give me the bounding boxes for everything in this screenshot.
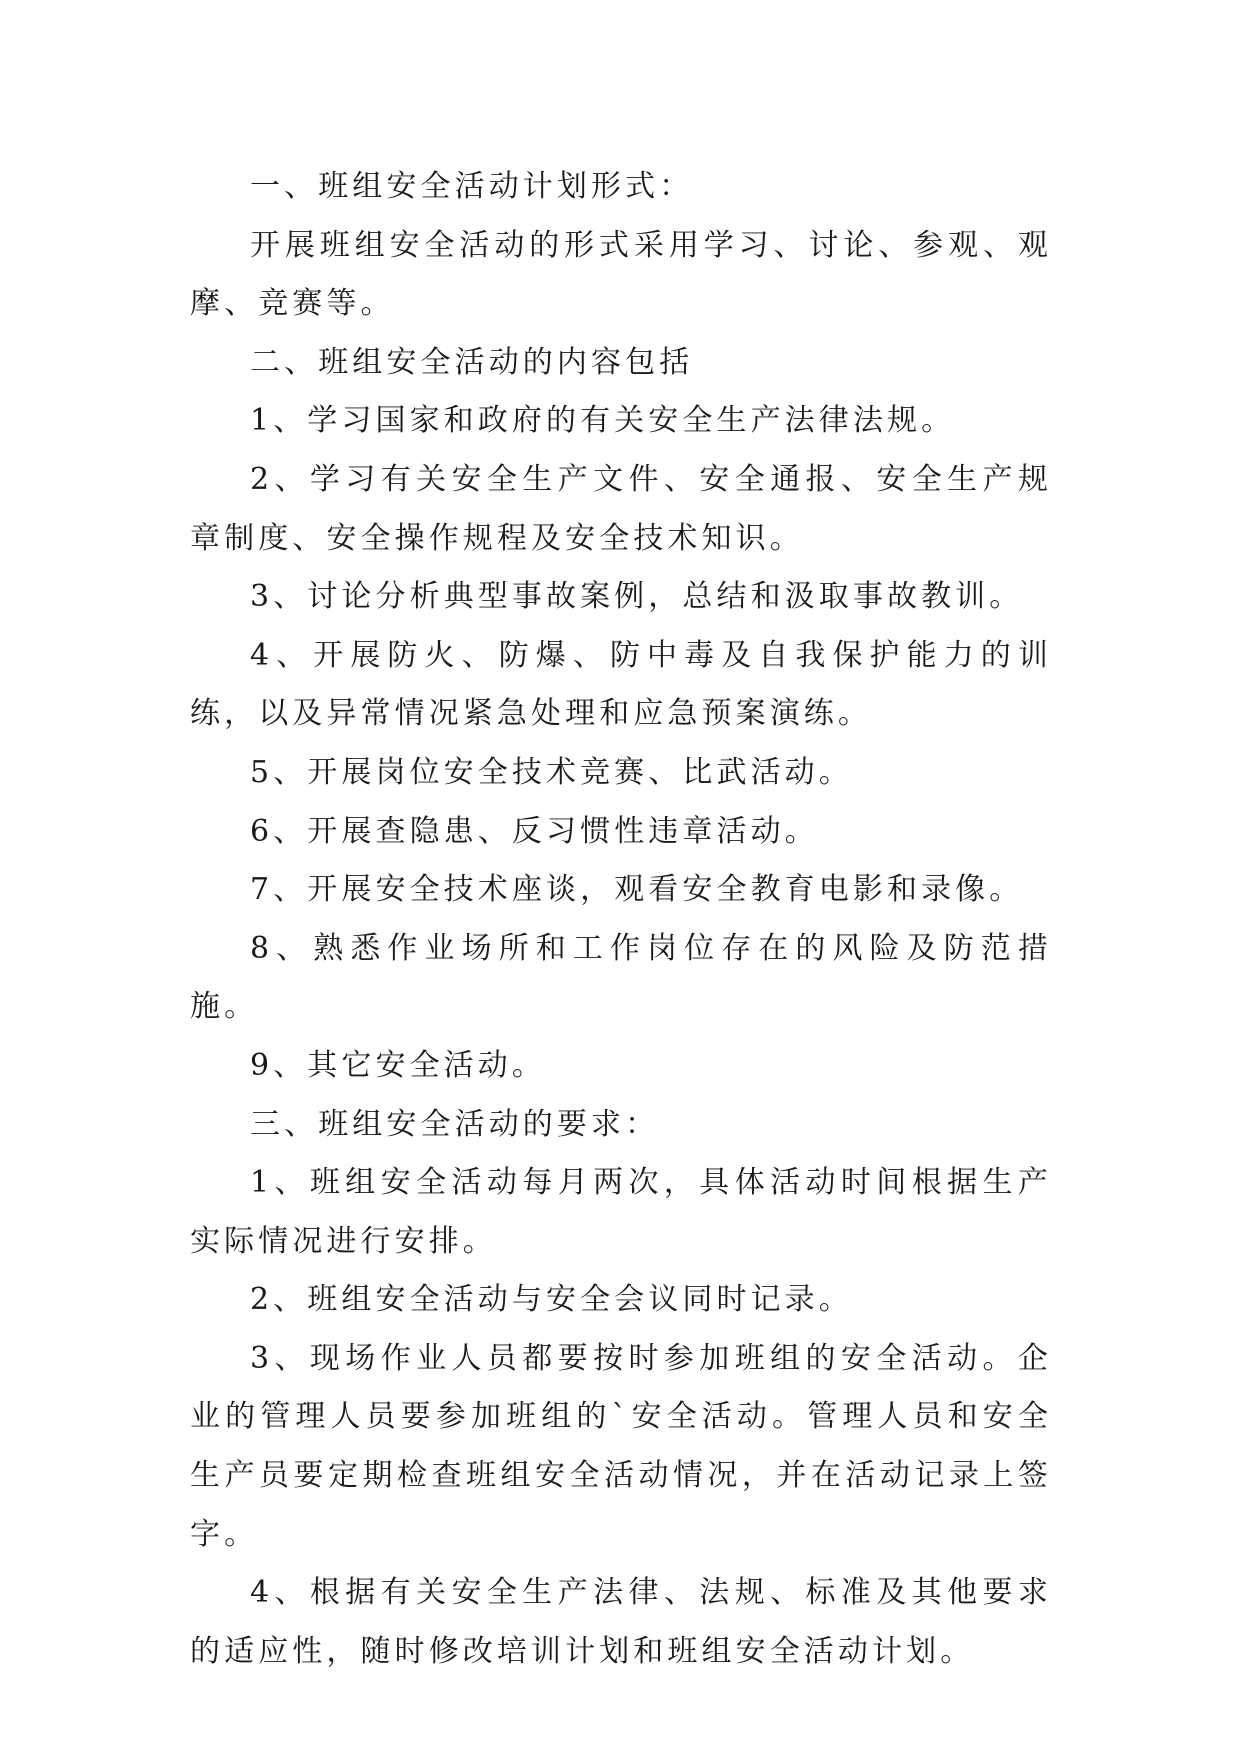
section-heading-1: 一、班组安全活动计划形式： [250, 169, 694, 204]
list-item: 4、开展防火、防爆、防中毒及自我保护能力的训练，以及异常情况紧急处理和应急预案演练。 [190, 637, 1052, 732]
list-item: 6、开展查隐患、反习惯性违章活动。 [250, 813, 819, 849]
list-item: 7、开展安全技术座谈，观看安全教育电影和录像。 [250, 872, 1024, 908]
list-item: 8、熟悉作业场所和工作岗位存在的风险及防范措施。 [190, 930, 1052, 1025]
paragraph: 开展班组安全活动的形式采用学习、讨论、参观、观摩、竞赛等。 [190, 227, 1052, 322]
list-item: 3、现场作业人员都要按时参加班组的安全活动。企业的管理人员要参加班组的`安全活动。管理人员和安全生产员要定期检查班组安全活动情况，并在活动记录上签字。 [190, 1340, 1052, 1552]
section-heading-2: 二、班组安全活动的内容包括 [250, 344, 694, 380]
list-item: 1、班组安全活动每月两次，具体活动时间根据生产实际情况进行安排。 [190, 1165, 1052, 1259]
section-heading-3: 三、班组安全活动的要求： [250, 1106, 660, 1142]
list-item: 3、讨论分析典型事故案例，总结和汲取事故教训。 [250, 579, 1024, 615]
list-item: 2、学习有关安全生产文件、安全通报、安全生产规章制度、安全操作规程及安全技术知识。 [190, 461, 1052, 556]
list-item: 2、班组安全活动与安全会议同时记录。 [250, 1282, 853, 1318]
document-body [190, 158, 1052, 1681]
list-item: 4、根据有关安全生产法律、法规、标准及其他要求的适应性，随时修改培训计划和班组安全活动计划。 [190, 1575, 1052, 1669]
list-item: 1、学习国家和政府的有关安全生产法律法规。 [250, 403, 956, 439]
list-item: 9、其它安全活动。 [250, 1047, 546, 1083]
list-item: 5、开展岗位安全技术竞赛、比武活动。 [250, 754, 853, 790]
